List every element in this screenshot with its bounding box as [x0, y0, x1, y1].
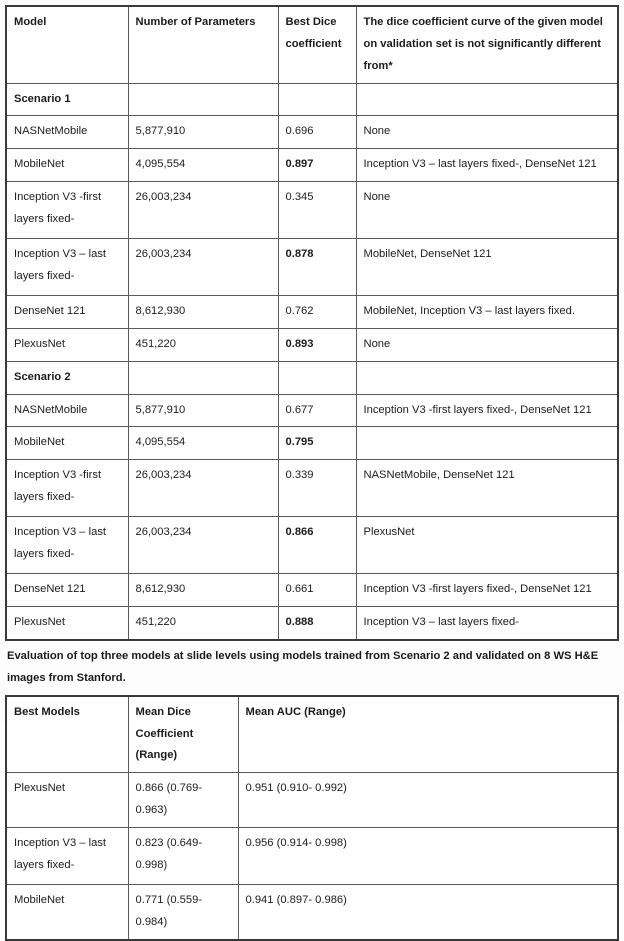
- cell-best-dice: 0.878: [278, 239, 356, 296]
- cell-mean-dice: 0.866 (0.769- 0.963): [128, 773, 238, 828]
- table-row: [6, 182, 618, 239]
- table-row: [6, 394, 618, 427]
- cell-best-dice: 0.345: [278, 182, 356, 239]
- slide-level-evaluation-table: [5, 695, 619, 941]
- cell-parameters: 451,220: [128, 328, 278, 361]
- cell-model: PlexusNet: [6, 773, 128, 828]
- cell-model: PlexusNet: [6, 607, 128, 640]
- cell-mean-auc: 0.956 (0.914- 0.998): [238, 828, 618, 885]
- cell-mean-auc: 0.941 (0.897- 0.986): [238, 885, 618, 940]
- header-cell-mean-dice: Mean Dice Coefficient (Range): [128, 696, 238, 773]
- cell-not-different-from: [356, 83, 618, 116]
- cell-best-dice: 0.893: [278, 328, 356, 361]
- table-row: [6, 328, 618, 361]
- header-cell-mean-auc: Mean AUC (Range): [238, 696, 618, 773]
- table-row: [6, 517, 618, 574]
- cell-best-dice: 0.696: [278, 116, 356, 149]
- cell-model: MobileNet: [6, 149, 128, 182]
- cell-parameters: 5,877,910: [128, 394, 278, 427]
- cell-not-different-from: Inception V3 – last layers fixed-, DenseNet 121: [356, 149, 618, 182]
- table-caption: Evaluation of top three models at slide levels using models trained from Scenario 2 and validated on 8 WS H&E images from Stanford.: [7, 649, 599, 685]
- cell-parameters: 26,003,234: [128, 182, 278, 239]
- cell-model: MobileNet: [6, 885, 128, 940]
- cell-parameters: 26,003,234: [128, 239, 278, 296]
- cell-not-different-from: [356, 427, 618, 460]
- header-cell-not-different-from: The dice coefficient curve of the given model on validation set is not significantly different from*: [356, 6, 618, 83]
- cell-best-dice: [278, 83, 356, 116]
- header-cell-model: Model: [6, 6, 128, 83]
- cell-model: Inception V3 – last layers fixed-: [6, 828, 128, 885]
- cell-model: Inception V3 – last layers fixed-: [6, 517, 128, 574]
- cell-model: Inception V3 -first layers fixed-: [6, 182, 128, 239]
- cell-model: NASNetMobile: [6, 394, 128, 427]
- cell-parameters: 26,003,234: [128, 460, 278, 517]
- cell-not-different-from: NASNetMobile, DenseNet 121: [356, 460, 618, 517]
- cell-not-different-from: PlexusNet: [356, 517, 618, 574]
- cell-model: DenseNet 121: [6, 296, 128, 329]
- table-row-scenario-2: [6, 361, 618, 394]
- cell-parameters: 26,003,234: [128, 517, 278, 574]
- table-row: [6, 460, 618, 517]
- cell-best-dice: 0.897: [278, 149, 356, 182]
- model-comparison-table: [5, 5, 619, 641]
- cell-model: DenseNet 121: [6, 574, 128, 607]
- cell-parameters: 451,220: [128, 607, 278, 640]
- cell-parameters: 5,877,910: [128, 116, 278, 149]
- header-cell-parameters: Number of Parameters: [128, 6, 278, 83]
- cell-not-different-from: Inception V3 – last layers fixed-: [356, 607, 618, 640]
- cell-best-dice: 0.762: [278, 296, 356, 329]
- cell-best-dice: 0.888: [278, 607, 356, 640]
- table-row: [6, 773, 618, 828]
- table-header-row: [6, 6, 618, 83]
- cell-parameters: 8,612,930: [128, 296, 278, 329]
- cell-mean-dice: 0.771 (0.559- 0.984): [128, 885, 238, 940]
- cell-best-dice: [278, 361, 356, 394]
- cell-best-dice: 0.661: [278, 574, 356, 607]
- cell-mean-dice: 0.823 (0.649- 0.998): [128, 828, 238, 885]
- cell-best-dice: 0.795: [278, 427, 356, 460]
- cell-model: Scenario 2: [6, 361, 128, 394]
- cell-parameters: 8,612,930: [128, 574, 278, 607]
- table-row: [6, 885, 618, 940]
- cell-not-different-from: MobileNet, DenseNet 121: [356, 239, 618, 296]
- cell-best-dice: 0.866: [278, 517, 356, 574]
- cell-parameters: [128, 361, 278, 394]
- header-cell-best-dice: Best Dice coefficient: [278, 6, 356, 83]
- table-row: [6, 427, 618, 460]
- cell-model: MobileNet: [6, 427, 128, 460]
- model-comparison-table-body: [6, 6, 618, 640]
- header-cell-best-models: Best Models: [6, 696, 128, 773]
- cell-model: Scenario 1: [6, 83, 128, 116]
- table-row: [6, 116, 618, 149]
- cell-parameters: 4,095,554: [128, 149, 278, 182]
- cell-parameters: [128, 83, 278, 116]
- slide-level-evaluation-table-body: [6, 696, 618, 940]
- cell-model: Inception V3 – last layers fixed-: [6, 239, 128, 296]
- cell-not-different-from: None: [356, 182, 618, 239]
- table-header-row: [6, 696, 618, 773]
- table-row-scenario-1: [6, 83, 618, 116]
- cell-best-dice: 0.677: [278, 394, 356, 427]
- cell-not-different-from: Inception V3 -first layers fixed-, DenseNet 121: [356, 394, 618, 427]
- cell-parameters: 4,095,554: [128, 427, 278, 460]
- cell-not-different-from: MobileNet, Inception V3 – last layers fixed.: [356, 296, 618, 329]
- table-row: [6, 574, 618, 607]
- cell-model: PlexusNet: [6, 328, 128, 361]
- cell-not-different-from: [356, 361, 618, 394]
- table-row: [6, 149, 618, 182]
- cell-not-different-from: None: [356, 328, 618, 361]
- cell-mean-auc: 0.951 (0.910- 0.992): [238, 773, 618, 828]
- cell-model: Inception V3 -first layers fixed-: [6, 460, 128, 517]
- cell-not-different-from: Inception V3 -first layers fixed-, DenseNet 121: [356, 574, 618, 607]
- table-row: [6, 296, 618, 329]
- cell-model: NASNetMobile: [6, 116, 128, 149]
- table-row: [6, 607, 618, 640]
- table-row: [6, 239, 618, 296]
- table-row: [6, 828, 618, 885]
- cell-not-different-from: None: [356, 116, 618, 149]
- cell-best-dice: 0.339: [278, 460, 356, 517]
